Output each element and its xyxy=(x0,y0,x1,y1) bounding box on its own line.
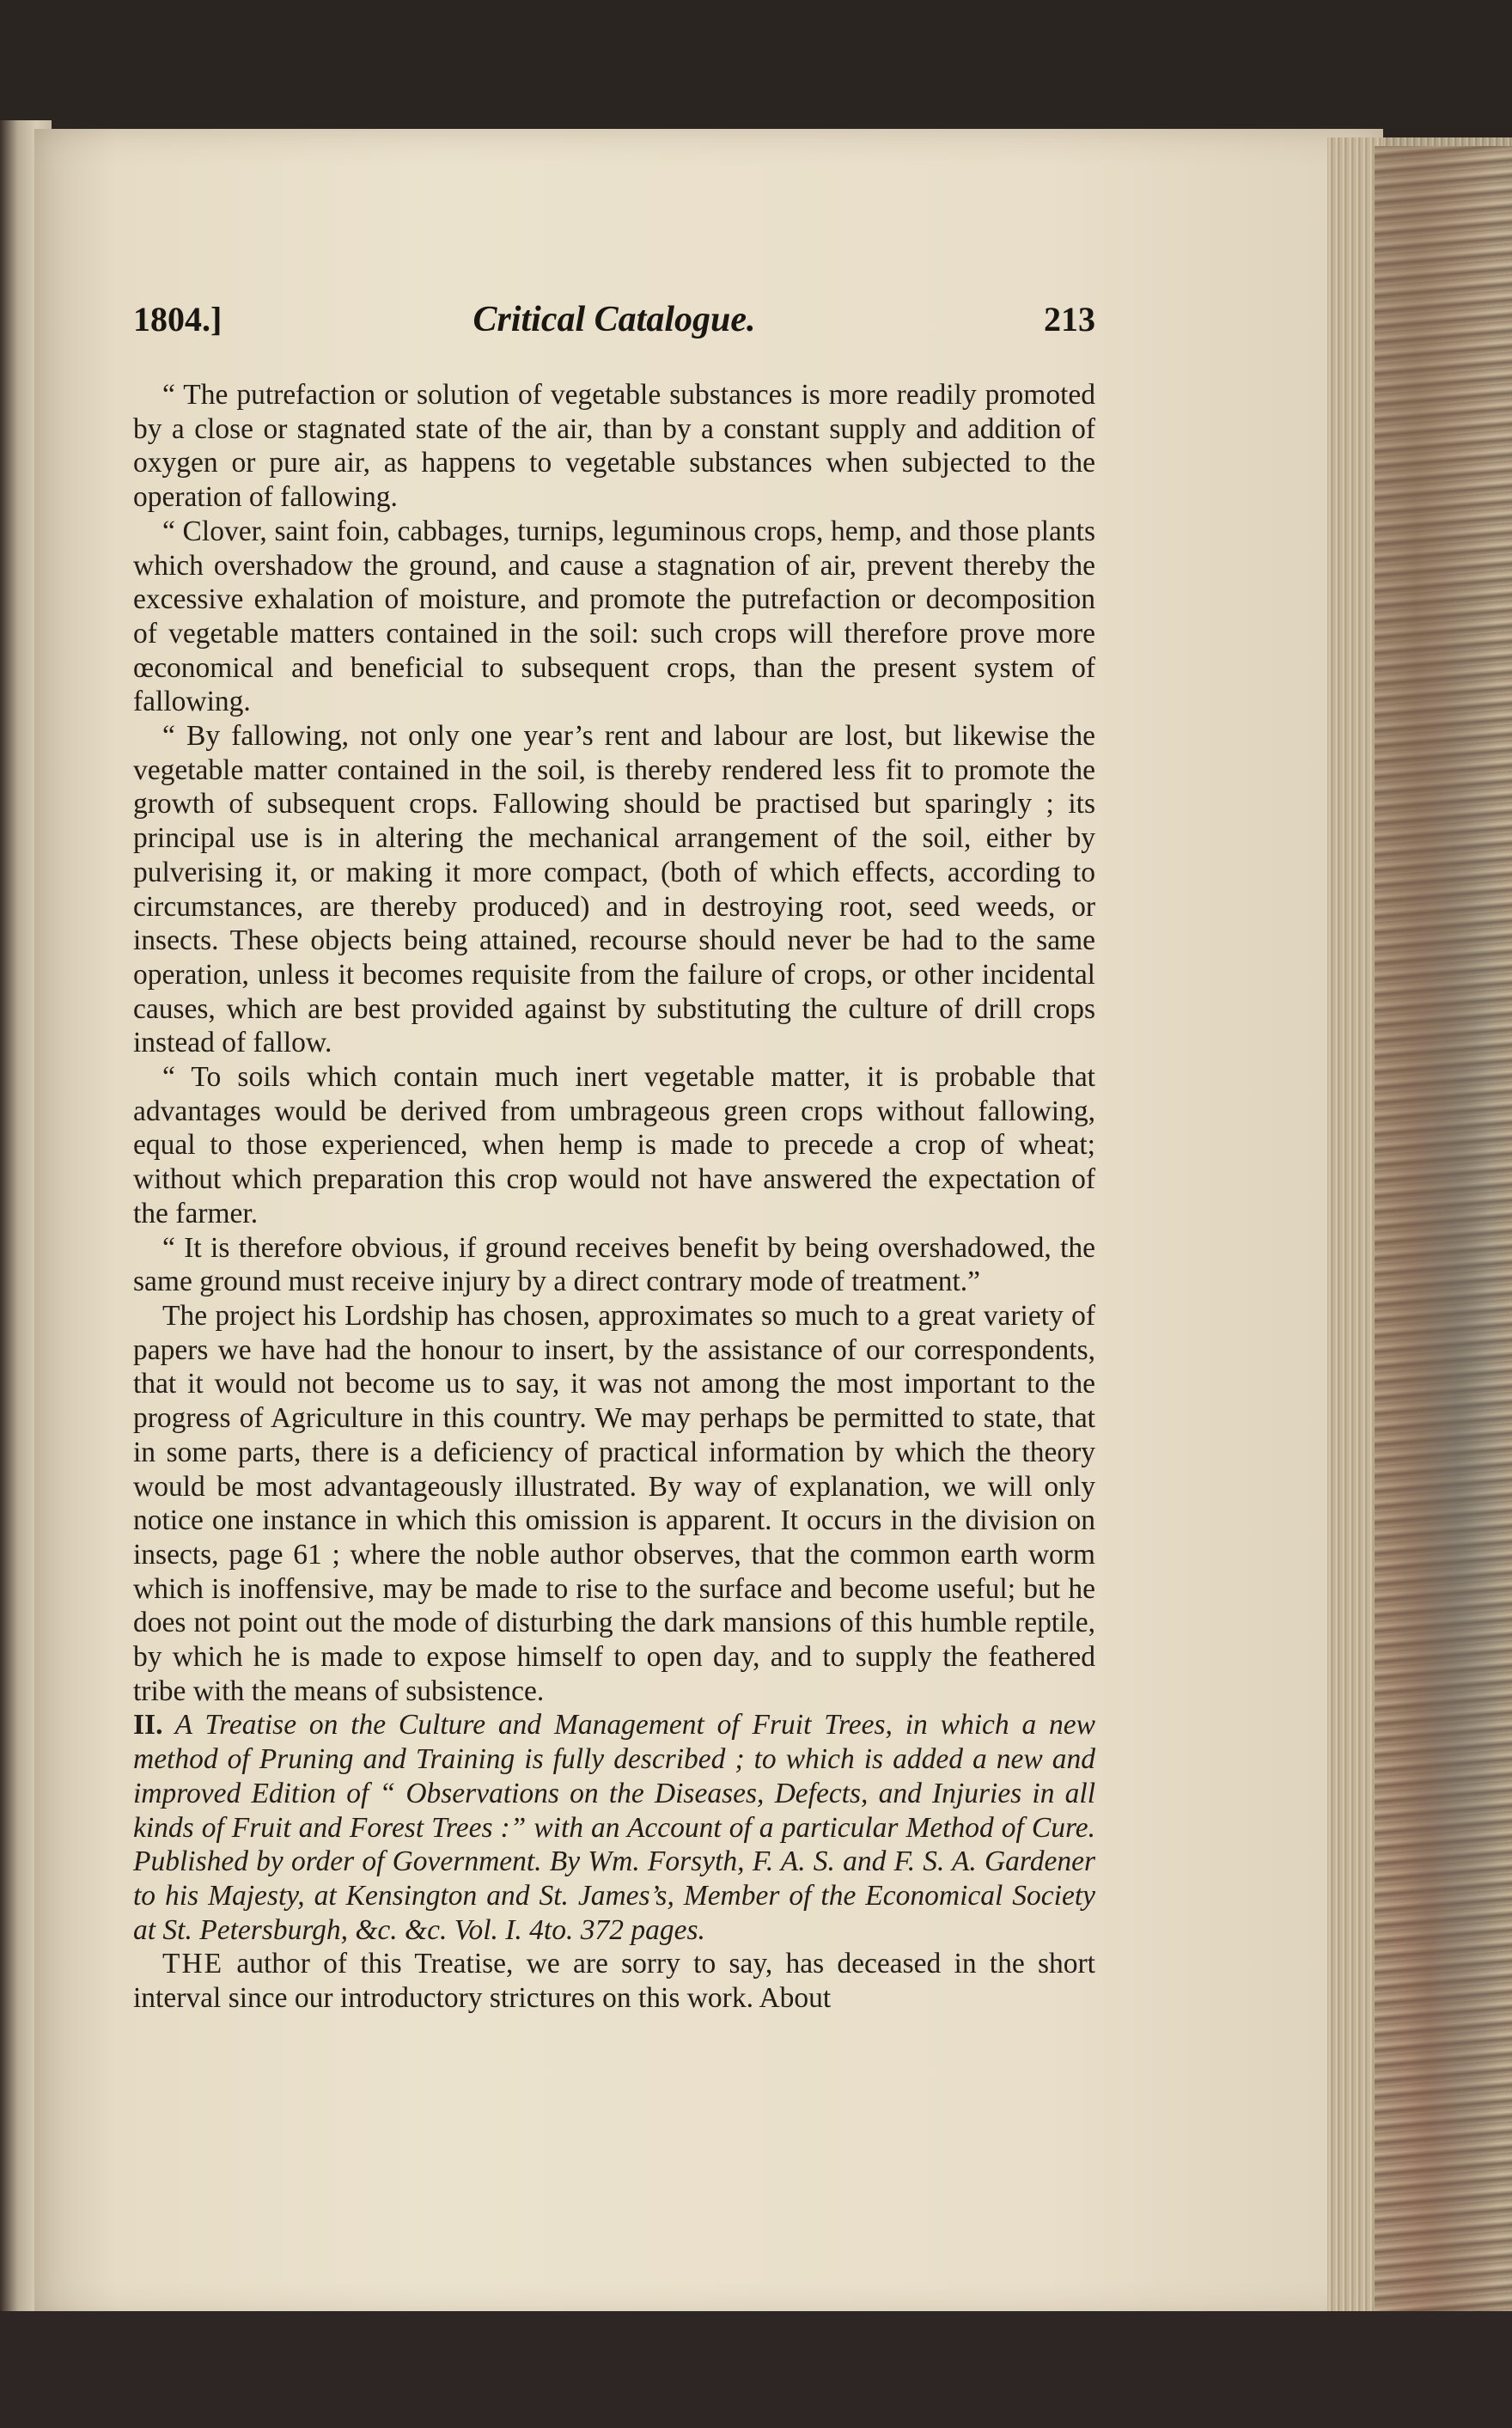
paragraph: “ By fallowing, not only one year’s rent and labour are lost, but likewise the vegetable matter contained in the soil, is thereby rendered less fit to promote the growth of subsequent crops. Fallowing should be practised but sparingly ; its principal use is in altering the mechanical arrangement of the soil, either by pulverising it, or making it more compact, (both of which effects, according to circumstances, are thereby produced) and in destroying root, seed weeds, or insects. These objects being attained, recourse should never be had to the same operation, unless it becomes requisite from the failure of crops, or other incidental causes, which are best provided against by substituting the culture of drill crops instead of fallow. xyxy=(133,720,1095,1059)
entry-number: II. xyxy=(133,1709,163,1742)
paragraph: “ The putrefaction or solution of vegetable substances is more readily promoted by a close or stagnated state of the air, than by a constant supply and addition of oxygen or pure air, as happens to vegetable substances when subjected to the operation of fallowing. xyxy=(133,379,1095,514)
closing-paragraph xyxy=(133,1947,1095,2015)
paragraph: “ To soils which contain much inert vegetable matter, it is probable that advantages would be derived from umbrageous green crops without fallowing, equal to those experienced, when hemp is made to precede a crop of wheat; without which preparation this crop would not have answered the expectation of the farmer. xyxy=(133,1061,1095,1229)
entry-title: A Treatise on the Culture and Management of Fruit Trees, in which a new method of Pruning and Training is fully described ; to which is added a new and improved Edition of “ Observations on the Diseases, Defects, and Injuries in all kinds of Fruit and Forest Trees :” with an Account of a particular Method of Cure. Published by order of Government. By Wm. Forsyth, F. A. S. and F. S. A. Gardener to his Majesty, at Kensington and St. James’s, Member of the Economical Society at St. Petersburgh, &c. &c. Vol. I. 4to. 372 pages. xyxy=(133,1709,1095,1946)
closing-text: author of this Treatise, we are sorry to say, has deceased in the short interval since our introductory strictures on this work. About xyxy=(133,1948,1095,2015)
paragraph: The project his Lordship has chosen, approximates so much to a great variety of papers we have had the honour to insert, by the assistance of our correspondents, that it would not become us to say, it was not among the most important to the progress of Agriculture in this country. We may perhaps be permitted to state, that in some parts, there is a deficiency of practical information by which the theory would be most advantageously illustrated. By way of explanation, we will only notice one instance in which this omission is apparent. It occurs in the division on insects, page 61 ; where the noble author observes, that the common earth worm which is inoffensive, may be made to rise to the surface and become useful; but he does not point out the mode of disturbing the dark mansions of this humble reptile, by which he is made to expose himself to open day, and to supply the feathered tribe with the means of subsistence. xyxy=(133,1299,1095,1707)
closing-lead: THE xyxy=(162,1948,224,1980)
header-title: Critical Catalogue. xyxy=(472,300,756,339)
page-number: 213 xyxy=(1044,300,1095,339)
background-bottom xyxy=(0,2311,1512,2428)
paragraph: “ It is therefore obvious, if ground receives benefit by being overshadowed, the same ground must receive injury by a direct contrary mode of treatment.” xyxy=(133,1231,1095,1298)
background-top xyxy=(0,0,1512,129)
marbled-edge xyxy=(1375,146,1512,2311)
paragraph: “ Clover, saint foin, cabbages, turnips, leguminous crops, hemp, and those plants which overshadow the ground, and cause a stagnation of air, prevent thereby the excessive exhalation of moisture, and promote the putrefaction or decomposition of vegetable matters contained in the soil: such crops will therefore prove more œconomical and beneficial to subsequent crops, than the present system of fallowing. xyxy=(133,515,1095,718)
header-year: 1804.] xyxy=(133,300,223,339)
main-text xyxy=(133,378,1095,2016)
running-header xyxy=(133,299,1095,342)
catalogue-entry xyxy=(133,1708,1095,1947)
